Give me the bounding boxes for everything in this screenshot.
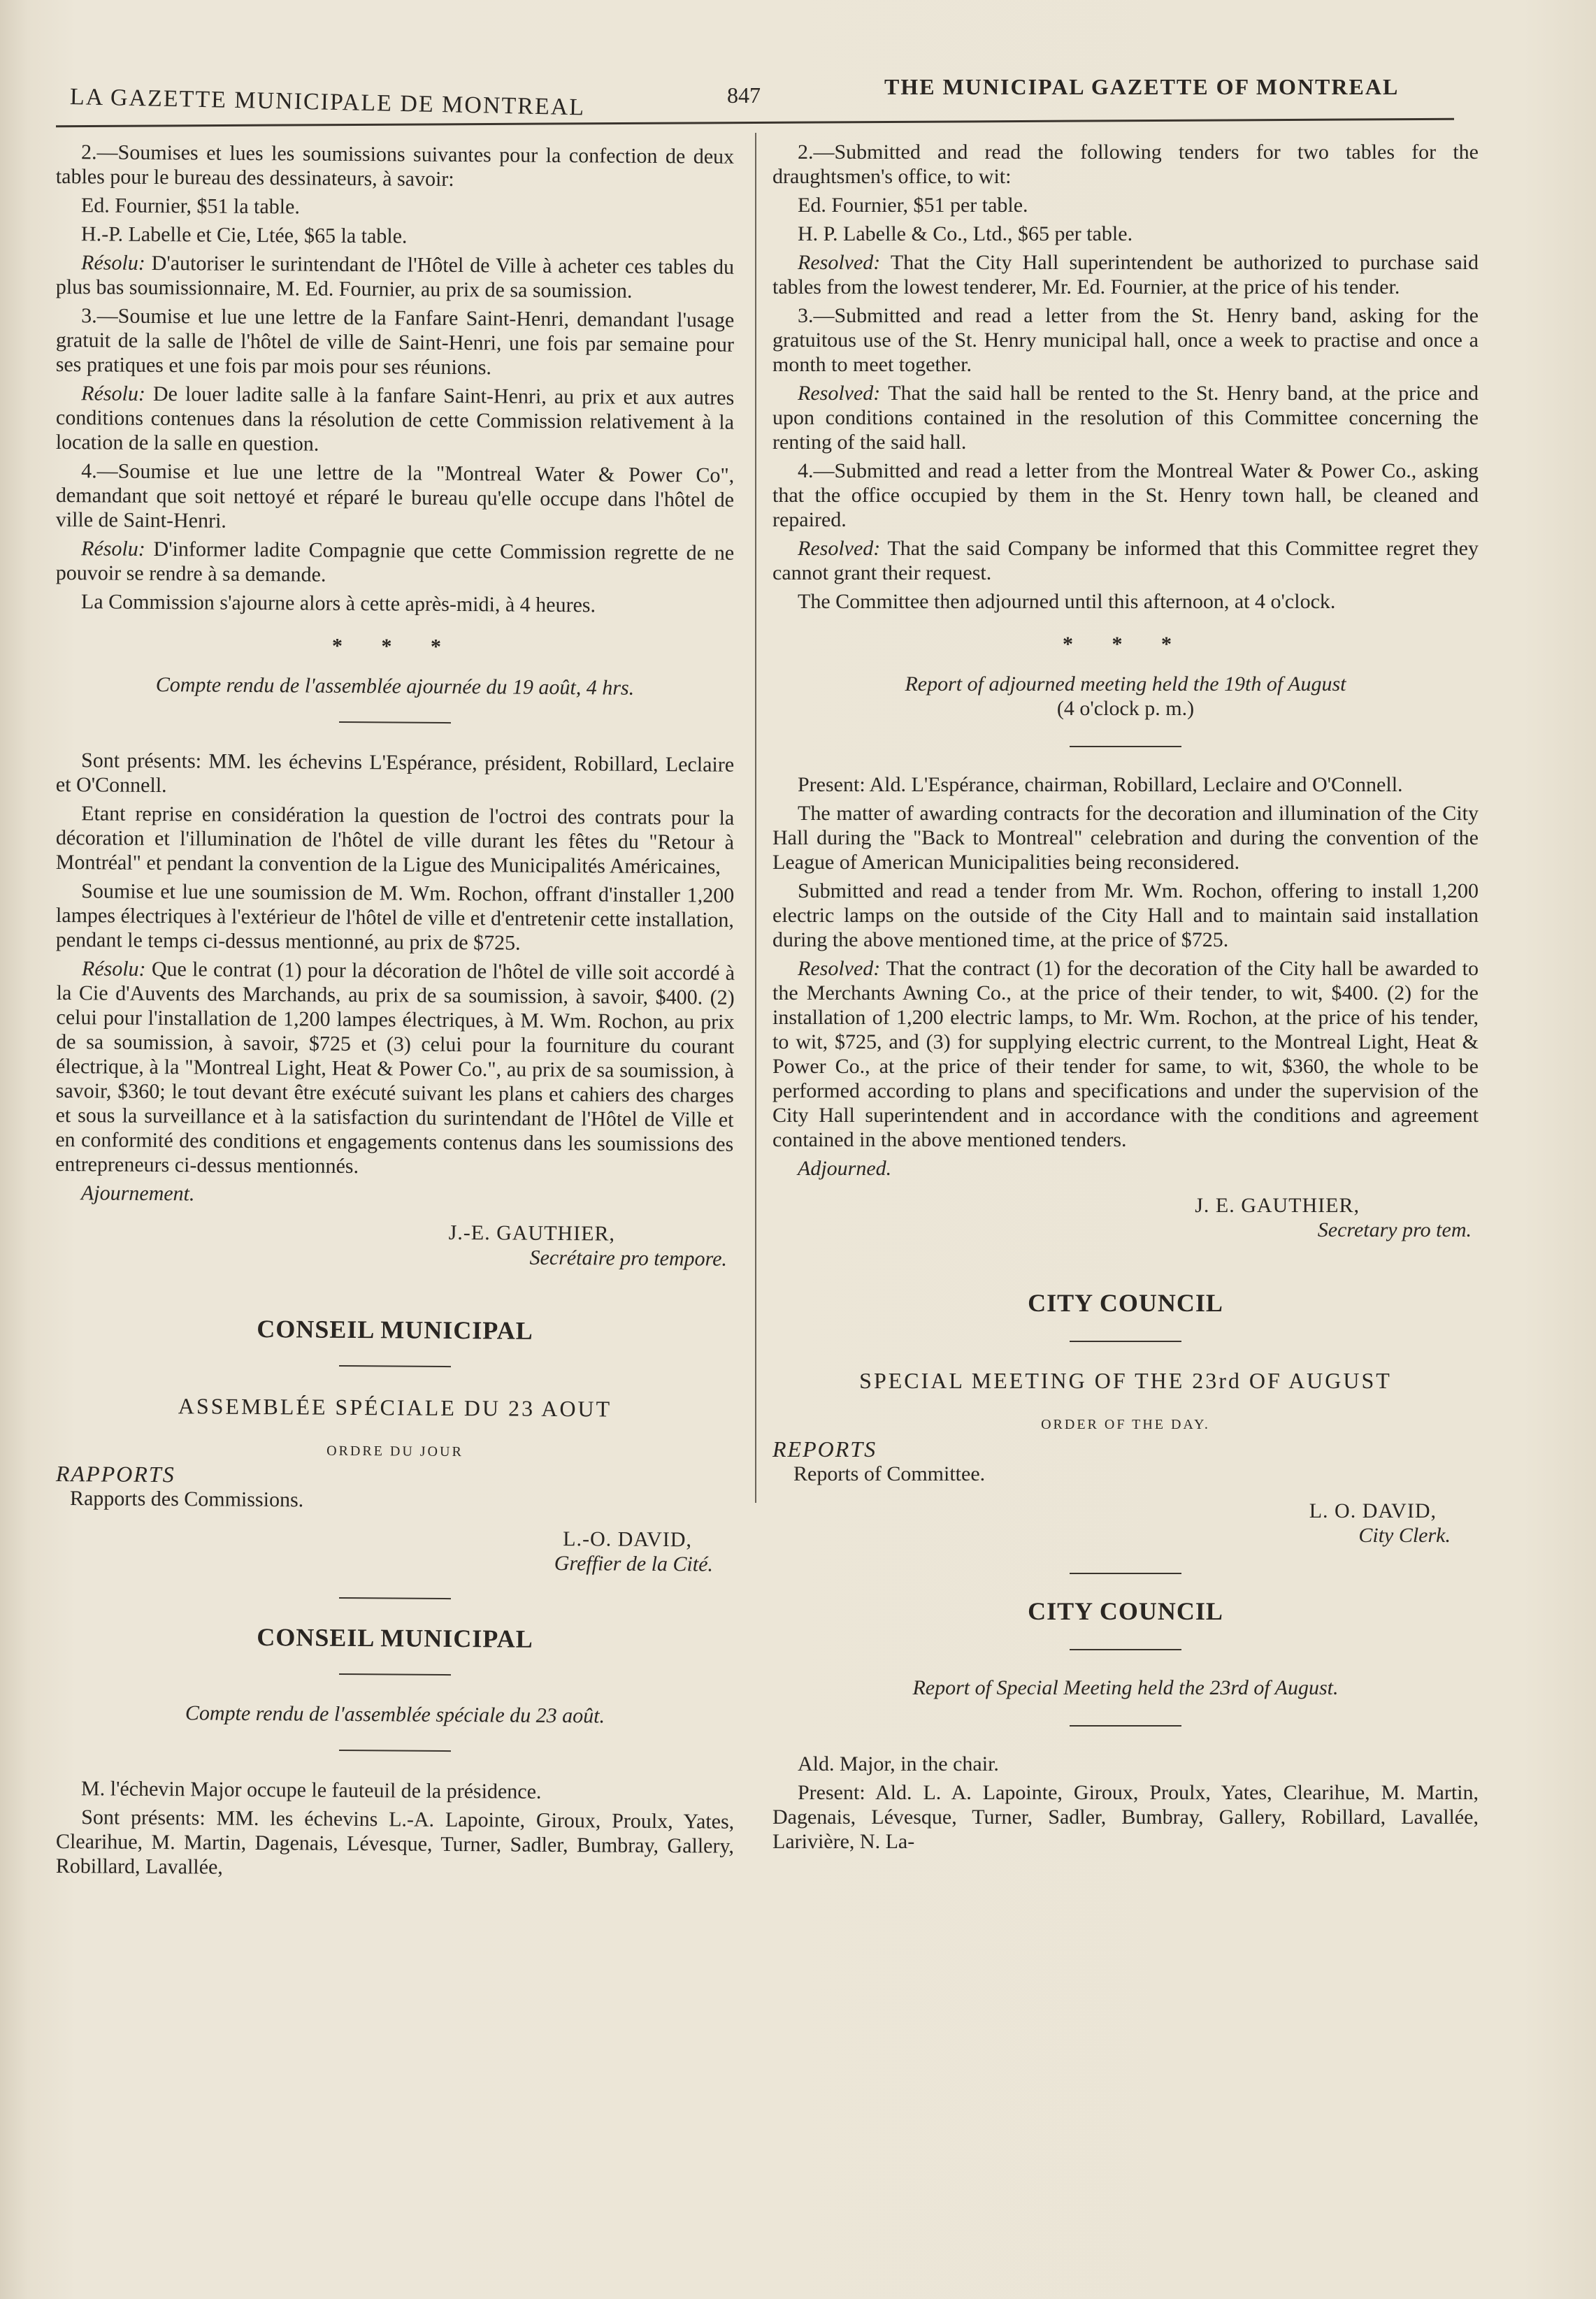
resolution-text: That the City Hall superintendent be authorized to purchase said tables from the lowest tenderer, Mr. Ed. Fournier, at the price of his tender. [772,251,1479,298]
header-french-title: LA GAZETTE MUNICIPALE DE MONTREAL [69,84,586,121]
fr-council-heading: CONSEIL MUNICIPAL [257,1315,533,1345]
fr-signature-title: Secrétaire pro tempore. [529,1246,728,1271]
section-stars: * * * [1063,633,1188,656]
en-signature-title: Secretary pro tem. [1317,1218,1472,1241]
en-signature-name: J. E. GAUTHIER, [1195,1194,1360,1217]
fr-reports-label: RAPPORTS [55,1461,175,1487]
en-item-2: 2.—Submitted and read the following tenders for two tables for the draughtsmen's office, to wit: [772,140,1479,188]
section-rule [1070,1341,1181,1342]
section-stars: * * * [331,634,459,659]
fr-ajournement: Ajournement. [80,1181,195,1206]
resolu-label: Résolu: [81,957,146,981]
en-adjourn-note: The Committee then adjourned until this afternoon, at 4 o'clock. [798,590,1336,613]
en-order-of-day: ORDER OF THE DAY. [1041,1417,1210,1432]
en-rochon-tender: Submitted and read a tender from Mr. Wm. Rochon, offering to install 1,200 electric lamps on the outside of the City Hall and to maintain said installation during the above mentioned time, at the price of $725. [772,879,1479,951]
fr-rochon-tender: Soumise et lue une soumission de M. Wm. Rochon, offrant d'installer 1,200 lampes électriques à l'extérieur de l'hôtel de ville et d'entretenir cette installation, pendant le temps ci-dessus mentionné, au prix de $725. [55,879,735,955]
en-matter: The matter of awarding contracts for the decoration and illumination of the City Hall during the "Back to Montreal" celebration and during the convention of the League of American Municipalities being reconsidered. [772,802,1479,874]
fr-present-2: Sont présents: MM. les échevins L.-A. Lapointe, Giroux, Proulx, Yates, Clearihue, M. Martin, Dagenais, Lévesque, Turner, Sadler, Bumbray, Gallery, Robillard, Lavallée, [55,1806,735,1879]
en-resolution-4 [772,956,1479,1152]
fr-tender-1: Ed. Fournier, $51 la table. [80,194,300,219]
section-rule [1070,1573,1181,1574]
en-clerk-name: L. O. DAVID, [1309,1499,1437,1522]
resolution-text: De louer ladite salle à la fanfare Saint-Henri, au prix et aux autres conditions contenues dans la résolution de cette Commission relativement à la location de la salle en question. [55,382,735,456]
resolved-label: Resolved: [798,957,881,980]
fr-special-meeting: ASSEMBLÉE SPÉCIALE DU 23 AOUT [178,1393,612,1422]
fr-reports-item: Rapports des Commissions. [69,1487,304,1512]
fr-clerk-title: Greffier de la Cité. [554,1551,714,1576]
en-tender-2: H. P. Labelle & Co., Ltd., $65 per table. [798,222,1133,245]
en-present-2: Present: Ald. L. A. Lapointe, Giroux, Proulx, Yates, Clearihue, M. Martin, Dagenais, Lévesque, Turner, Sadler, Bumbray, Gallery, Robillard, Lavallée, Larivière, N. La- [772,1781,1479,1853]
en-resolution-1 [772,250,1479,299]
en-reports-label: REPORTS [772,1436,877,1462]
fr-signature-name: J.-E. GAUTHIER, [448,1220,616,1246]
resolu-label: Résolu: [81,382,145,405]
section-rule [339,1750,451,1752]
en-tender-1: Ed. Fournier, $51 per table. [798,194,1028,217]
resolved-label: Resolved: [798,382,881,405]
resolved-label: Resolved: [798,537,881,560]
fr-item-3: 3.—Soumise et lue une lettre de la Fanfare Saint-Henri, demandant l'usage gratuit de la salle de l'hôtel de ville de Saint-Henri, une fois par semaine pour ses pratiques et une fois par mois pour ses réunions. [55,304,735,380]
fr-present: Sont présents: MM. les échevins L'Espérance, président, Robillard, Leclaire et O'Connell. [55,749,735,798]
resolution-text: Que le contrat (1) pour la décoration de l'hôtel de ville soit accordé à la Cie d'Auvents des Marchands, au prix de sa soumission, à savoir, $400. (2) celui pour l'installation de 1,200 lampes électriques, à M. Wm. Rochon, au prix de sa soumission, à savoir, $725 et (3) celui pour la fourniture du courant électrique, à la "Montreal Light, Heat & Power Co.", au prix de sa soumission, à savoir, $360; le tout devant être exécuté suivant les plans et cahiers des charges et sous la surveillance et à la satisfaction du surintendant de l'Hôtel de Ville et en conformité des conditions et engagements contenus dans les soumissions des entrepreneurs ci-dessus mentionnés. [55,957,735,1179]
french-column [56,140,734,1882]
en-reports-item: Reports of Committee. [793,1462,986,1485]
section-rule [339,1673,451,1675]
fr-order-of-day: ORDRE DU JOUR [326,1443,463,1460]
en-chair: Ald. Major, in the chair. [798,1752,999,1775]
en-report-title: Report of adjourned meeting held the 19th of August [905,672,1346,696]
resolution-text: That the said hall be rented to the St. Henry band, at the price and upon conditions contained in the resolution of this Committee concerning the renting of the said hall. [772,382,1479,454]
en-present: Present: Ald. L'Espérance, chairman, Robillard, Leclaire and O'Connell. [798,773,1403,796]
fr-clerk-name: L.-O. DAVID, [563,1527,693,1552]
section-rule [339,1597,451,1599]
section-rule [1070,1725,1181,1727]
en-report-time: (4 o'clock p. m.) [1056,697,1195,720]
fr-compte-rendu-title: Compte rendu de l'assemblée ajournée du 19 août, 4 hrs. [155,672,635,700]
en-resolution-2 [772,381,1479,454]
fr-resolution-4 [55,956,735,1181]
en-resolution-3 [772,536,1479,585]
section-rule [339,1365,451,1367]
en-item-3: 3.—Submitted and read a letter from the St. Henry band, asking for the gratuitous use of the St. Henry municipal hall, once a week to practise and once a month to meet together. [772,304,1479,376]
header-rule [56,118,1454,127]
en-council-heading: CITY COUNCIL [1028,1289,1223,1317]
resolu-label: Résolu: [81,537,145,561]
page-number: 847 [727,82,761,108]
fr-compte-rendu-2: Compte rendu de l'assemblée spéciale du 23 août. [185,1701,605,1728]
column-divider [755,133,756,1503]
en-council-heading-2: CITY COUNCIL [1028,1597,1223,1625]
page-header [56,67,1454,123]
en-clerk-title: City Clerk. [1358,1524,1451,1547]
resolution-text: D'autoriser le surintendant de l'Hôtel de Ville à acheter ces tables du plus bas soumissionnaire, M. Ed. Fournier, au prix de sa soumission. [55,251,735,303]
section-rule [339,721,451,723]
en-report-title-2: Report of Special Meeting held the 23rd of August. [912,1676,1339,1699]
fr-item-4: 4.—Soumise et lue une lettre de la "Montreal Water & Power Co", demandant que soit nettoyé et réparé le bureau qu'elle occupe dans l'hôtel de ville de Saint-Henri. [55,459,735,533]
fr-chair: M. l'échevin Major occupe le fauteuil de la présidence. [80,1777,542,1803]
resolu-label: Résolu: [81,251,145,275]
en-item-4: 4.—Submitted and read a letter from the Montreal Water & Power Co., asking that the office occupied by them in the St. Henry town hall, be cleaned and repaired. [772,459,1479,531]
resolution-text: That the contract (1) for the decoration of the City hall be awarded to the Merchants Awning Co., at the price of their tender, to wit, $400. (2) for the installation of 1,200 electric lamps, to Mr. Wm. Rochon, at the price of his tender, to wit, $725, and (3) for supplying electric current, to the Montreal Light, Heat & Power Co., at the price of their tender for same, to wit, $360, the whole to be performed according to plans and specifications and under the supervision of the City Hall superintendent and in accordance with the conditions and agreement contained in the above mentioned tenders. [772,957,1479,1151]
fr-resolution-1 [56,250,734,304]
resolution-text: D'informer ladite Compagnie que cette Commission regrette de ne pouvoir se rendre à sa demande. [55,537,735,586]
fr-resolution-2 [56,381,735,459]
fr-adjourn-note: La Commission s'ajourne alors à cette après-midi, à 4 heures. [80,590,596,617]
section-rule [1070,1649,1181,1650]
fr-resolution-3 [56,536,734,590]
section-rule [1070,746,1181,747]
english-column [772,140,1479,1858]
en-adjourned: Adjourned. [798,1157,892,1180]
fr-item-2: 2.—Soumises et lues les soumissions suivantes pour la confection de deux tables pour le bureau des dessinateurs, à savoir: [55,140,735,191]
fr-consideration: Etant reprise en considération la question de l'octroi des contrats pour la décoration et l'illumination de l'hôtel de ville durant les fêtes du "Retour à Montréal" et pendant la convention de la Ligue des Municipalités Américaines, [55,802,735,879]
fr-tender-2: H.-P. Labelle et Cie, Ltée, $65 la table. [80,222,408,248]
resolution-text: That the said Company be informed that this Committee regret they cannot grant their request. [772,537,1479,584]
fr-council-heading-2: CONSEIL MUNICIPAL [257,1623,533,1653]
resolved-label: Resolved: [798,251,881,274]
header-english-title: THE MUNICIPAL GAZETTE OF MONTREAL [884,74,1400,99]
en-special-meeting: SPECIAL MEETING OF THE 23rd OF AUGUST [859,1368,1392,1393]
